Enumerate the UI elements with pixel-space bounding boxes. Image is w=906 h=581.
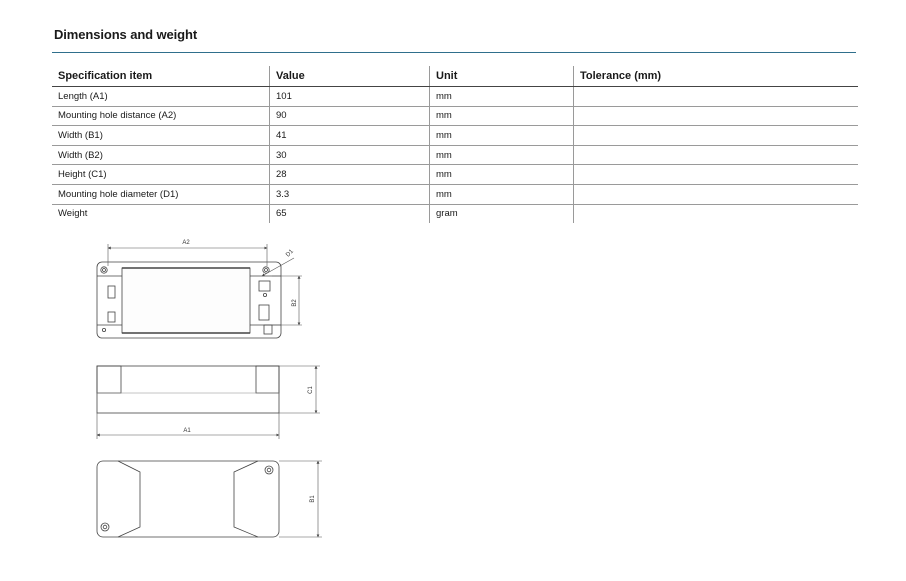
cell-value: 90 bbox=[270, 106, 430, 126]
cell-unit: mm bbox=[430, 106, 574, 126]
side-view-outline bbox=[97, 366, 279, 413]
mounting-hole-bottom-left bbox=[101, 523, 109, 531]
cell-spec-item: Mounting hole distance (A2) bbox=[52, 106, 270, 126]
cell-value: 65 bbox=[270, 204, 430, 223]
label-a2: A2 bbox=[182, 240, 190, 246]
mounting-hole-left bbox=[101, 267, 107, 273]
label-a1: A1 bbox=[183, 428, 191, 434]
cell-unit: mm bbox=[430, 145, 574, 165]
header-spec-item: Specification item bbox=[52, 66, 270, 87]
top-view bbox=[97, 262, 281, 338]
cell-spec-item: Weight bbox=[58, 208, 88, 220]
cell-spec-item: Height (C1) bbox=[52, 165, 270, 185]
header-tolerance: Tolerance (mm) bbox=[574, 66, 859, 87]
cell-unit: mm bbox=[430, 184, 574, 204]
cell-value: 30 bbox=[270, 145, 430, 165]
label-d1: D1 bbox=[285, 248, 295, 259]
section-title: Dimensions and weight bbox=[54, 27, 198, 42]
cell-value: 41 bbox=[270, 126, 430, 146]
cell-unit: mm bbox=[430, 87, 574, 107]
cell-spec-item: Width (B2) bbox=[52, 145, 270, 165]
cell-unit: mm bbox=[430, 165, 574, 185]
cell-spec-item: Width (B1) bbox=[52, 126, 270, 146]
bottom-view-outline bbox=[97, 461, 279, 537]
header-unit: Unit bbox=[430, 66, 574, 87]
bottom-recess-right bbox=[234, 461, 258, 537]
cell-value: 28 bbox=[270, 165, 430, 185]
cell-unit: mm bbox=[430, 126, 574, 146]
side-tab-right bbox=[256, 366, 279, 393]
label-b1: B1 bbox=[310, 495, 316, 503]
label-c1: C1 bbox=[308, 386, 314, 394]
mounting-hole-top-right bbox=[265, 466, 273, 474]
dimension-a1 bbox=[97, 413, 279, 439]
cell-unit: gram bbox=[430, 204, 574, 223]
top-view-body bbox=[122, 268, 250, 333]
cell-value: 3.3 bbox=[270, 184, 430, 204]
bottom-recess-left bbox=[118, 461, 140, 537]
dimension-a2 bbox=[108, 244, 267, 266]
label-b2: B2 bbox=[292, 299, 298, 307]
cell-spec-item: Length (A1) bbox=[52, 87, 270, 107]
bottom-view bbox=[97, 461, 279, 537]
cell-value: 101 bbox=[270, 87, 430, 107]
side-view bbox=[97, 366, 279, 413]
side-tab-left bbox=[97, 366, 121, 393]
cell-spec-item: Mounting hole diameter (D1) bbox=[52, 184, 270, 204]
header-value: Value bbox=[270, 66, 430, 87]
